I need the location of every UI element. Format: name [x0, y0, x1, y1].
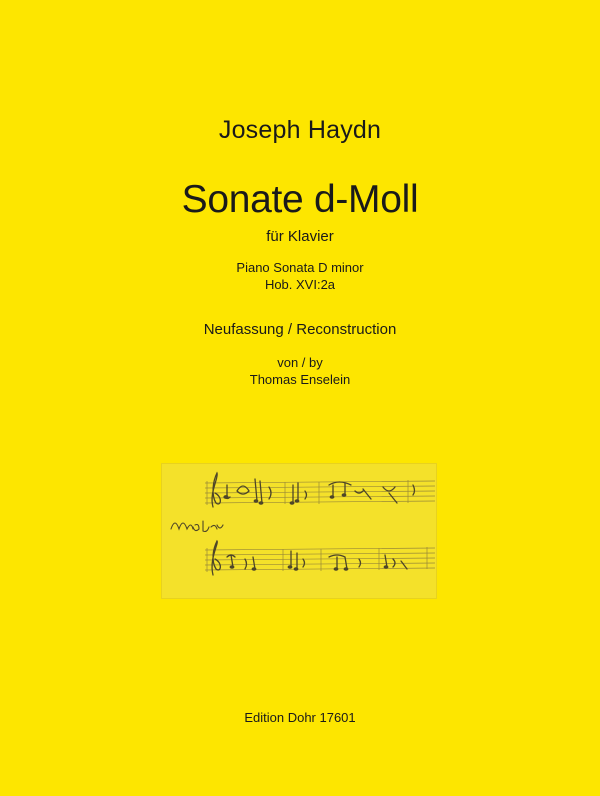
manuscript-image — [161, 463, 437, 599]
instrument-subtitle: für Klavier — [266, 228, 334, 245]
publisher-edition: Edition Dohr 17601 — [244, 710, 356, 725]
manuscript-drawing — [161, 463, 437, 599]
lower-staff — [205, 547, 435, 572]
composer-name: Joseph Haydn — [218, 116, 382, 144]
credit-prefix: von / by — [277, 355, 323, 370]
handwritten-tempo-marking — [171, 521, 223, 532]
editor-name: Thomas Enselein — [249, 372, 351, 387]
english-title: Piano Sonata D minor — [236, 260, 364, 275]
catalogue-number: Hob. XVI:2a — [264, 277, 336, 292]
work-title: Sonate d-Moll — [181, 178, 419, 221]
edition-type: Neufassung / Reconstruction — [203, 321, 397, 338]
